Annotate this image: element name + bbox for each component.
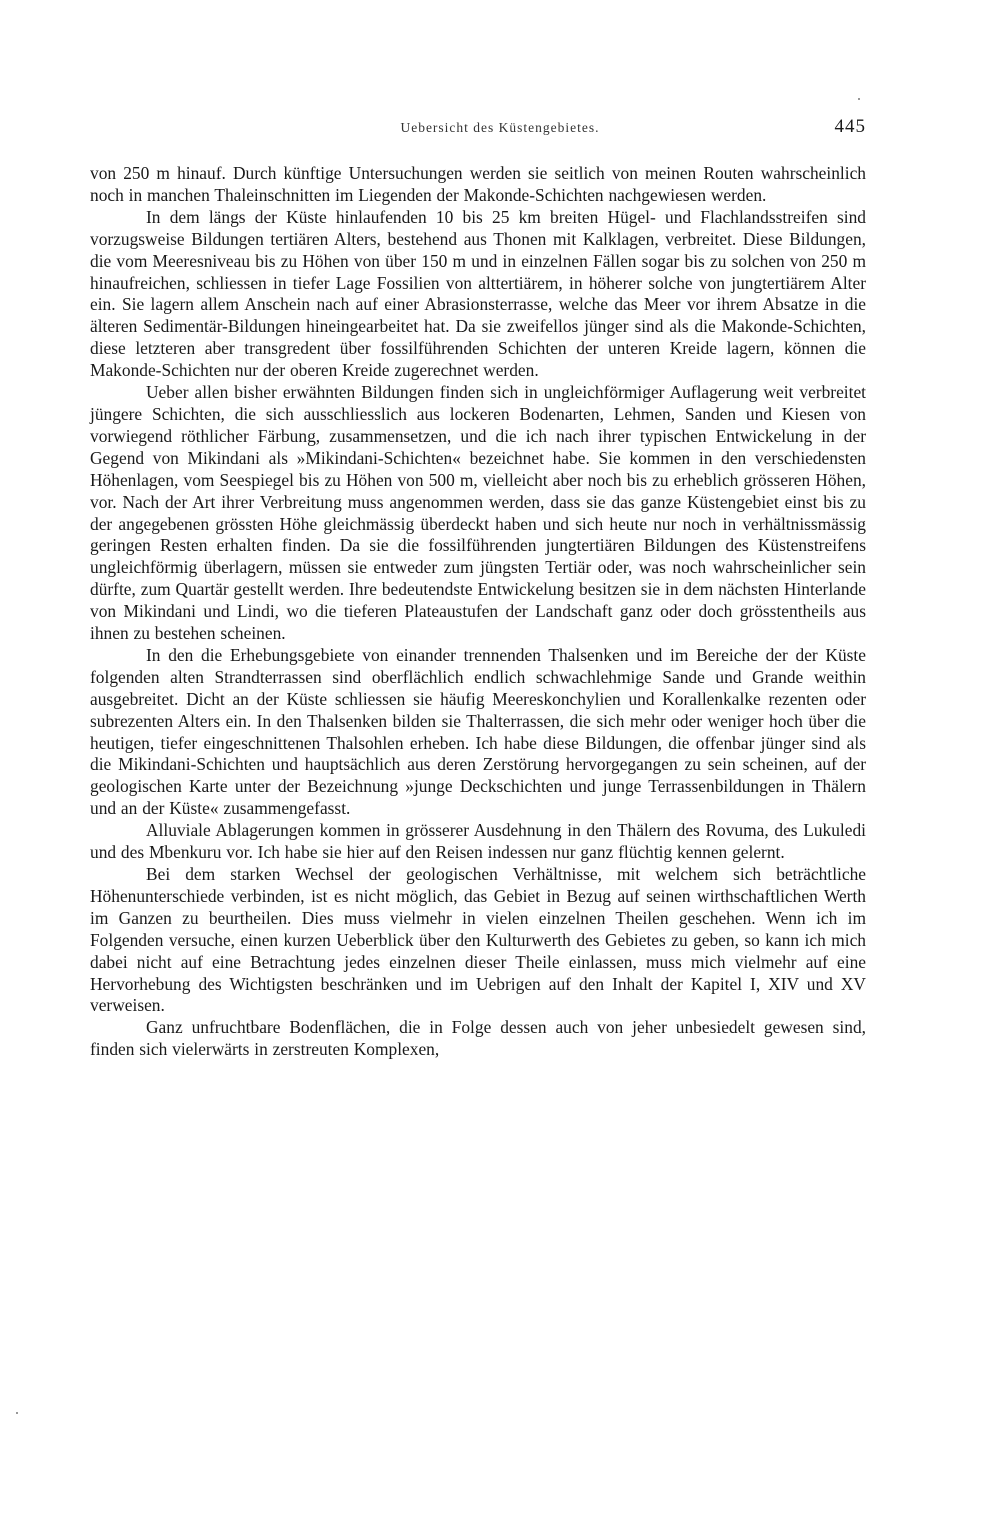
- scan-speck: [858, 98, 860, 100]
- scan-speck: [16, 1412, 18, 1414]
- page-number: 445: [834, 116, 866, 137]
- paragraph: Alluviale Ablagerungen kommen in grösserer Ausdehnung in den Thälern des Rovuma, des Lukuledi und des Mbenkuru vor. Ich habe sie hier auf den Reisen indessen nur ganz flüchtig kennen gelernt.: [90, 820, 866, 863]
- paragraph: In den die Erhebungsgebiete von einander trennenden Thalsenken und im Bereiche der der Küste folgenden alten Strandterrassen sind oberflächlich endlich schwachlehmige Sande und Grande weithin ausgebreitet. Dicht an der Küste schliessen sie häufig Meereskonchylien und Korallenkalke rezenten oder subrezenten Alters ein. In den Thalsenken bilden sie Thalterrassen, die sich mehr oder weniger hoch über die heutigen, tiefer eingeschnittenen Thalsohlen erheben. Ich habe diese Bildungen, die offenbar jünger sind als die Mikindani-Schichten und hauptsächlich aus deren Zerstörung hervorgegangen zu sein scheinen, auf der geologischen Karte unter der Bezeichnung »junge Deckschichten und junge Terrassenbildungen in Thälern und an der Küste« zusammengefasst.: [90, 644, 866, 819]
- paragraph-continuation: von 250 m hinauf. Durch künftige Untersuchungen werden sie seitlich von meinen Routen wahrscheinlich noch in manchen Thaleinschnitten im Liegenden der Makonde-Schichten nachgewiesen werden.: [90, 163, 866, 205]
- paragraph: In dem längs der Küste hinlaufenden 10 bis 25 km breiten Hügel- und Flachlandsstreifen sind vorzugsweise Bildungen tertiären Alters, bestehend aus Thonen mit Kalklagen, verbreitet. Diese Bildungen, die vom Meeresniveau bis zu Höhen von über 150 m und in einzelnen Fällen sogar bis zu solchen von 250 m hinaufreichen, schliessen in tiefer Lage Fossilien von alttertiärem, in höherer solche von jungtertiärem Alter ein. Sie lagern allem Anschein nach auf einer Abrasionsterrasse, welche das Meer vor ihrem Absatze in die älteren Sedimentär-Bildungen hineingearbeitet hat. Da sie zweifellos jünger sind als die Makonde-Schichten, diese letzteren aber transgredent über fossilführenden Schichten der unteren Kreide lagern, können die Makonde-Schichten nur der oberen Kreide zugerechnet werden.: [90, 206, 866, 381]
- paragraph: Ganz unfruchtbare Bodenflächen, die in Folge dessen auch von jeher unbesiedelt gewesen sind, finden sich vielerwärts in zerstreuten Komplexen,: [90, 1017, 866, 1060]
- body-text: [90, 163, 866, 1061]
- paragraph: Bei dem starken Wechsel der geologischen Verhältnisse, mit welchem sich beträchtliche Höhenunterschiede verbinden, ist es nicht möglich, das Gebiet in Bezug auf seinen wirthschaftlichen Werth im Ganzen zu beurtheilen. Dies muss vielmehr in vielen einzelnen Theilen geschehen. Wenn ich im Folgenden versuche, einen kurzen Ueberblick über den Kulturwerth des Gebietes zu geben, so kann ich mich dabei nicht auf eine Betrachtung jedes einzelnen dieser Theile einlassen, muss mich vielmehr auf eine Hervorhebung des Wichtigsten beschränken und im Uebrigen auf den Inhalt der Kapitel I, XIV und XV verweisen.: [90, 864, 866, 1016]
- running-head: Uebersicht des Küstengebietes.: [400, 120, 600, 135]
- paragraph: Ueber allen bisher erwähnten Bildungen finden sich in ungleichförmiger Auflagerung weit verbreitet jüngere Schichten, die sich ausschliesslich aus lockeren Bodenarten, Lehmen, Sanden und Kiesen von vorwiegend röthlicher Färbung, zusammensetzen, und die ich nach ihrer typischen Entwickelung in der Gegend von Mikindani als »Mikindani-Schichten« bezeichnet habe. Sie kommen in den verschiedensten Höhenlagen, vom Seespiegel bis zu Höhen von 500 m, vielleicht aber noch bis zu erheblich grösseren Höhen, vor. Nach der Art ihrer Verbreitung muss angenommen werden, dass sie das ganze Küstengebiet einst bis zu der angegebenen grössten Höhe gleichmässig überdeckt haben und sich heute nur noch in verhältnissmässig geringen Resten erhalten finden. Da sie die fossilführenden jungtertiären Bildungen des Küstenstreifens ungleichförmig überlagern, müssen sie entweder zum jüngsten Tertiär oder, was noch wahrscheinlicher sein dürfte, zum Quartär gestellt werden. Ihre bedeutendste Entwickelung besitzen sie in dem nächsten Hinterlande von Mikindani und Lindi, wo die tieferen Plateaustufen der Landschaft ganz oder doch grösstentheils aus ihnen zu bestehen scheinen.: [90, 382, 866, 644]
- page-header: [134, 116, 866, 146]
